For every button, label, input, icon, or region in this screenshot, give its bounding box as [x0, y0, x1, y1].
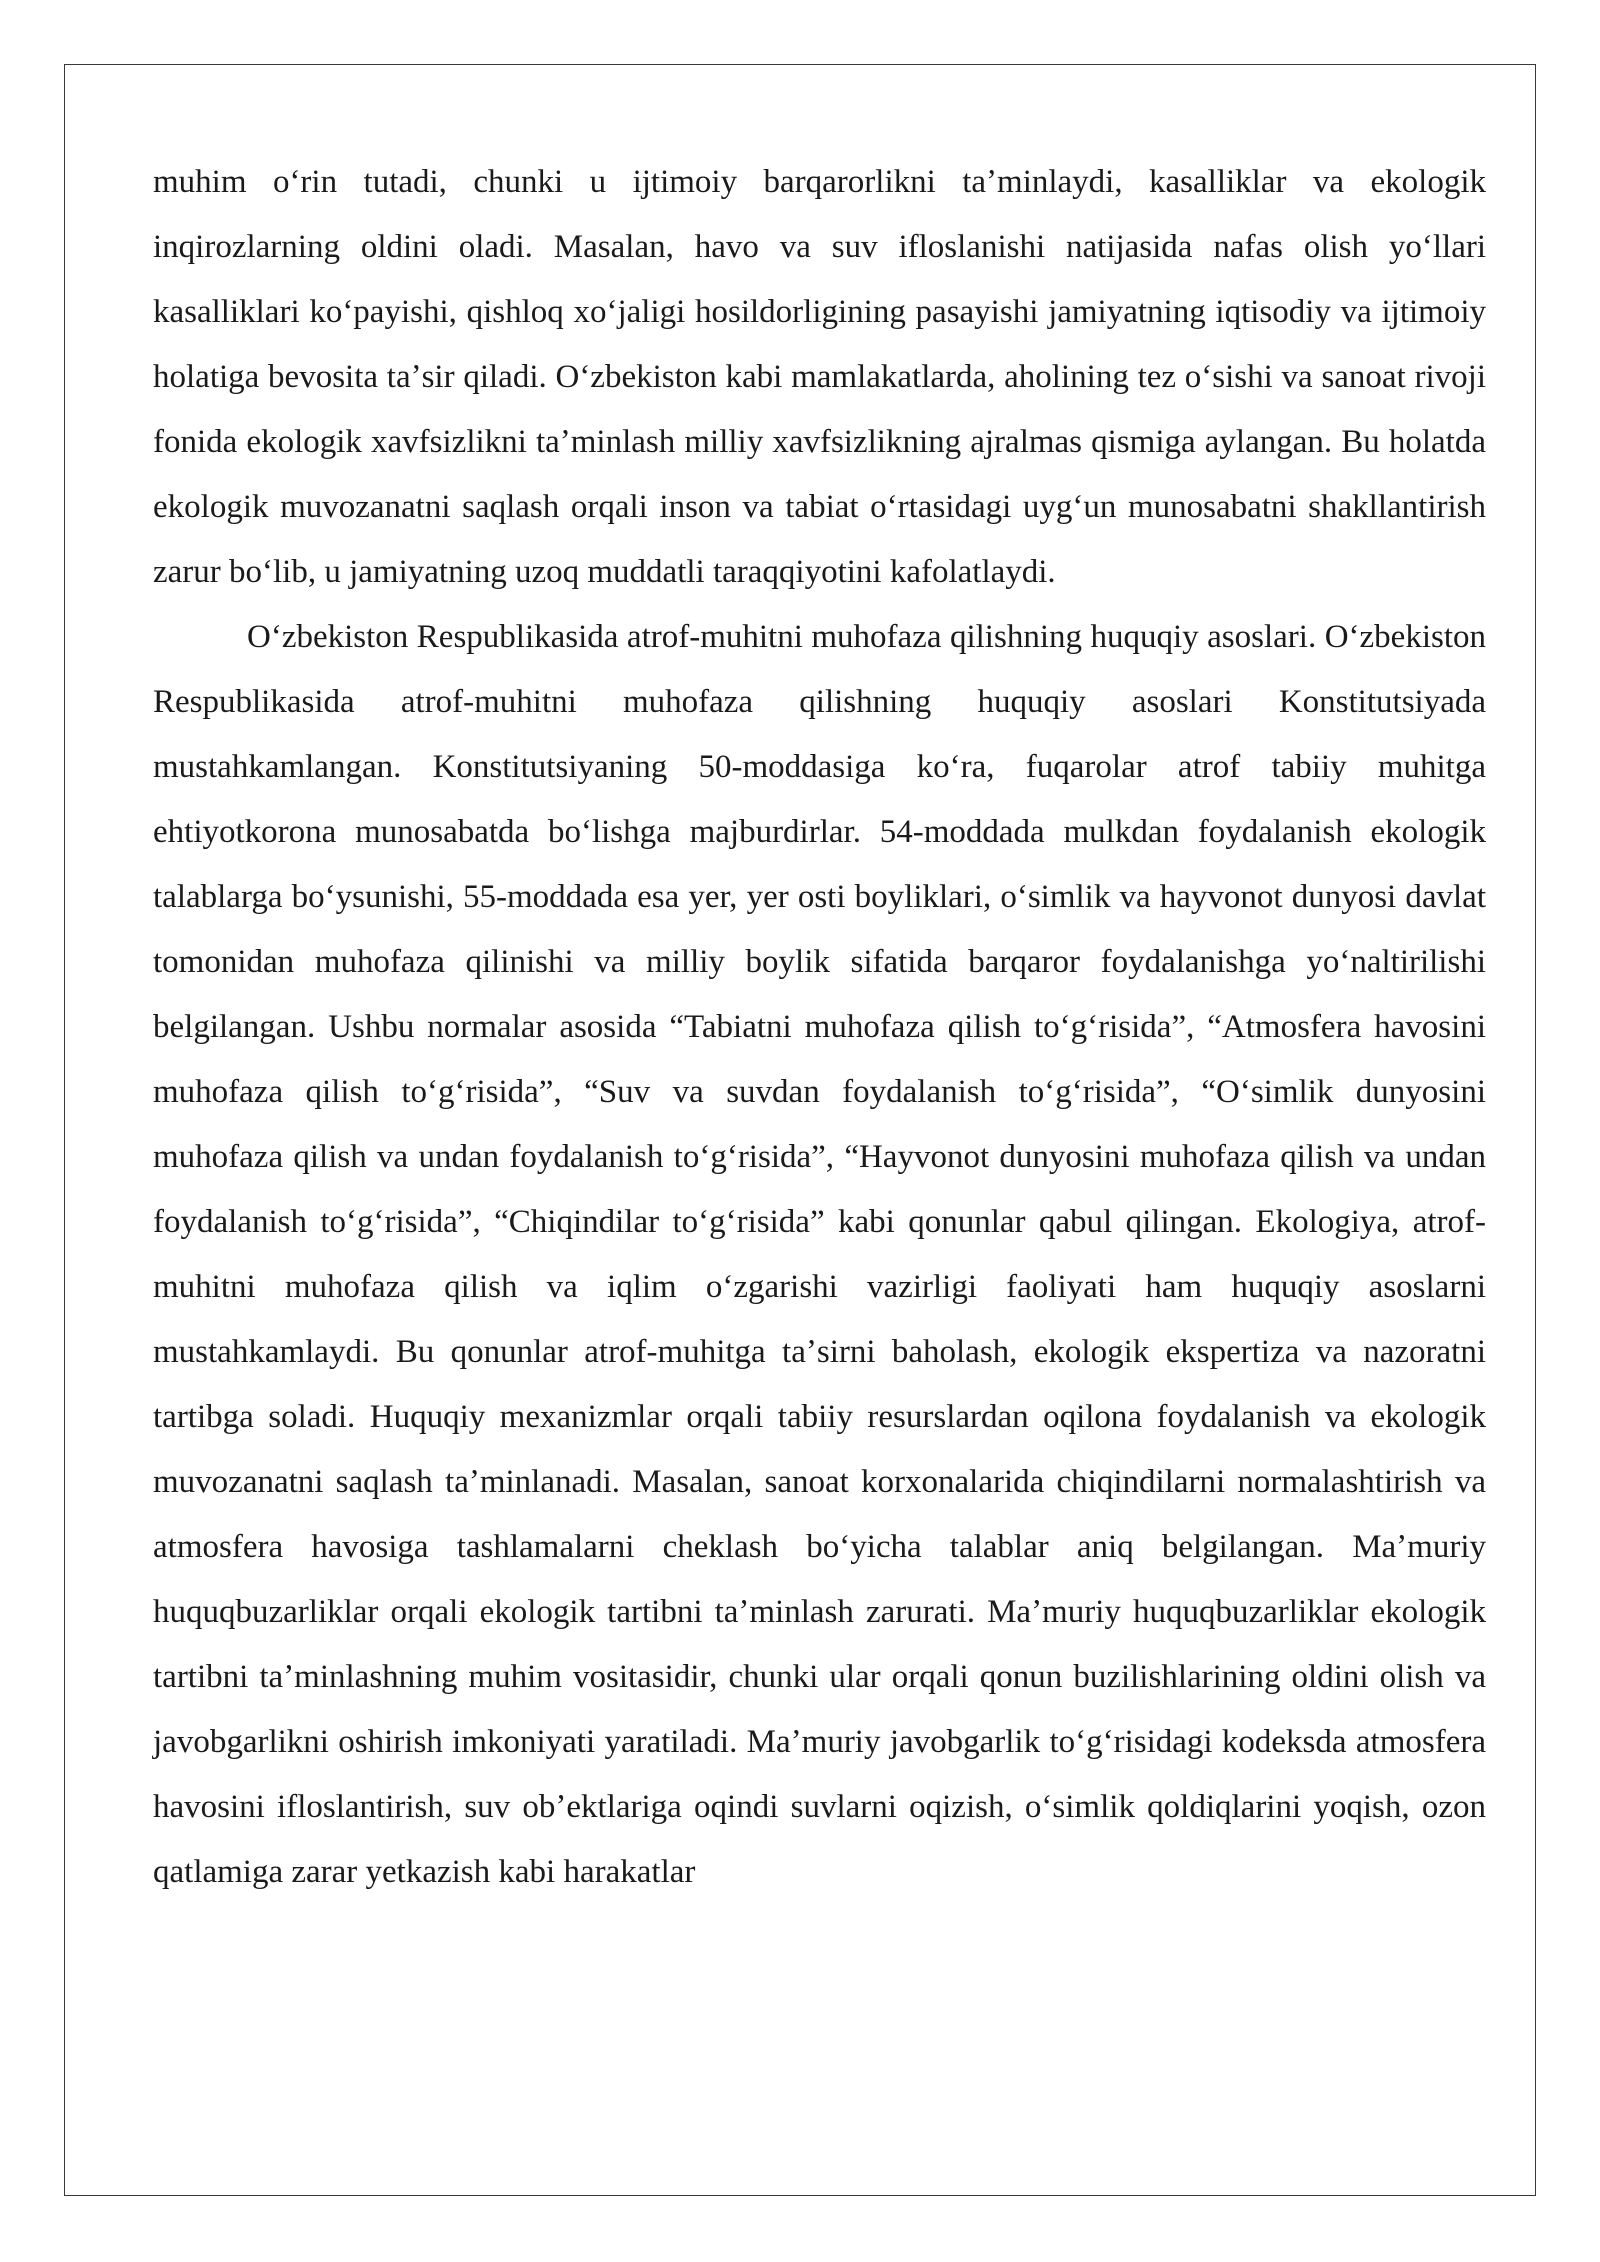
- paragraph-continuation: muhim oʻrin tutadi, chunki u ijtimoiy barqarorlikni taʼminlaydi, kasalliklar va ekologik inqirozlarning oldini oladi. Masalan, havo va suv ifloslanishi natijasida nafas olish yoʻllari kasalliklari koʻpayishi, qishloq xoʻjaligi hosildorligining pasayishi jamiyatning iqtisodiy va ijtimoiy holatiga bevosita taʼsir qiladi. Oʻzbekiston kabi mamlakatlarda, aholining tez oʻsishi va sanoat rivoji fonida ekologik xavfsizlikni taʼminlash milliy xavfsizlikning ajralmas qismiga aylangan. Bu holatda ekologik muvozanatni saqlash orqali inson va tabiat oʻrtasidagi uygʻun munosabatni shakllantirish zarur boʻlib, u jamiyatning uzoq muddatli taraqqiyotini kafolatlaydi.: [153, 164, 1486, 590]
- paragraph-legal-basis: Oʻzbekiston Respublikasida atrof-muhitni muhofaza qilishning huquqiy asoslari. Oʻzbekiston Respublikasida atrof-muhitni muhofaza qilishning huquqiy asoslari Konstitutsiyada mustahkamlangan. Konstitutsiyaning 50-moddasiga koʻra, fuqarolar atrof tabiiy muhitga ehtiyotkorona munosabatda boʻlishga majburdirlar. 54-moddada mulkdan foydalanish ekologik talablarga boʻysunishi, 55-moddada esa yer, yer osti boyliklari, oʻsimlik va hayvonot dunyosi davlat tomonidan muhofaza qilinishi va milliy boylik sifatida barqaror foydalanishga yoʻnaltirilishi belgilangan. Ushbu normalar asosida “Tabiatni muhofaza qilish toʻgʻrisida”, “Atmosfera havosini muhofaza qilish toʻgʻrisida”, “Suv va suvdan foydalanish toʻgʻrisida”, “Oʻsimlik dunyosini muhofaza qilish va undan foydalanish toʻgʻrisida”, “Hayvonot dunyosini muhofaza qilish va undan foydalanish toʻgʻrisida”, “Chiqindilar toʻgʻrisida” kabi qonunlar qabul qilingan. Ekologiya, atrof-muhitni muhofaza qilish va iqlim oʻzgarishi vazirligi faoliyati ham huquqiy asoslarni mustahkamlaydi. Bu qonunlar atrof-muhitga taʼsirni baholash, ekologik ekspertiza va nazoratni tartibga soladi. Huquqiy mexanizmlar orqali tabiiy resurslardan oqilona foydalanish va ekologik muvozanatni saqlash taʼminlanadi. Masalan, sanoat korxonalarida chiqindilarni normalashtirish va atmosfera havosiga tashlamalarni cheklash boʻyicha talablar aniq belgilangan. Maʼmuriy huquqbuzarliklar orqali ekologik tartibni taʼminlash zarurati. Maʼmuriy huquqbuzarliklar ekologik tartibni taʼminlashning muhim vositasidir, chunki ular orqali qonun buzilishlarining oldini olish va javobgarlikni oshirish imkoniyati yaratiladi. Maʼmuriy javobgarlik toʻgʻrisidagi kodeksda atmosfera havosini ifloslantirish, suv obʼektlariga oqindi suvlarni oqizish, oʻsimlik qoldiqlarini yoqish, ozon qatlamiga zarar yetkazish kabi harakatlar: [153, 619, 1486, 1890]
- document-body: [153, 150, 1486, 1905]
